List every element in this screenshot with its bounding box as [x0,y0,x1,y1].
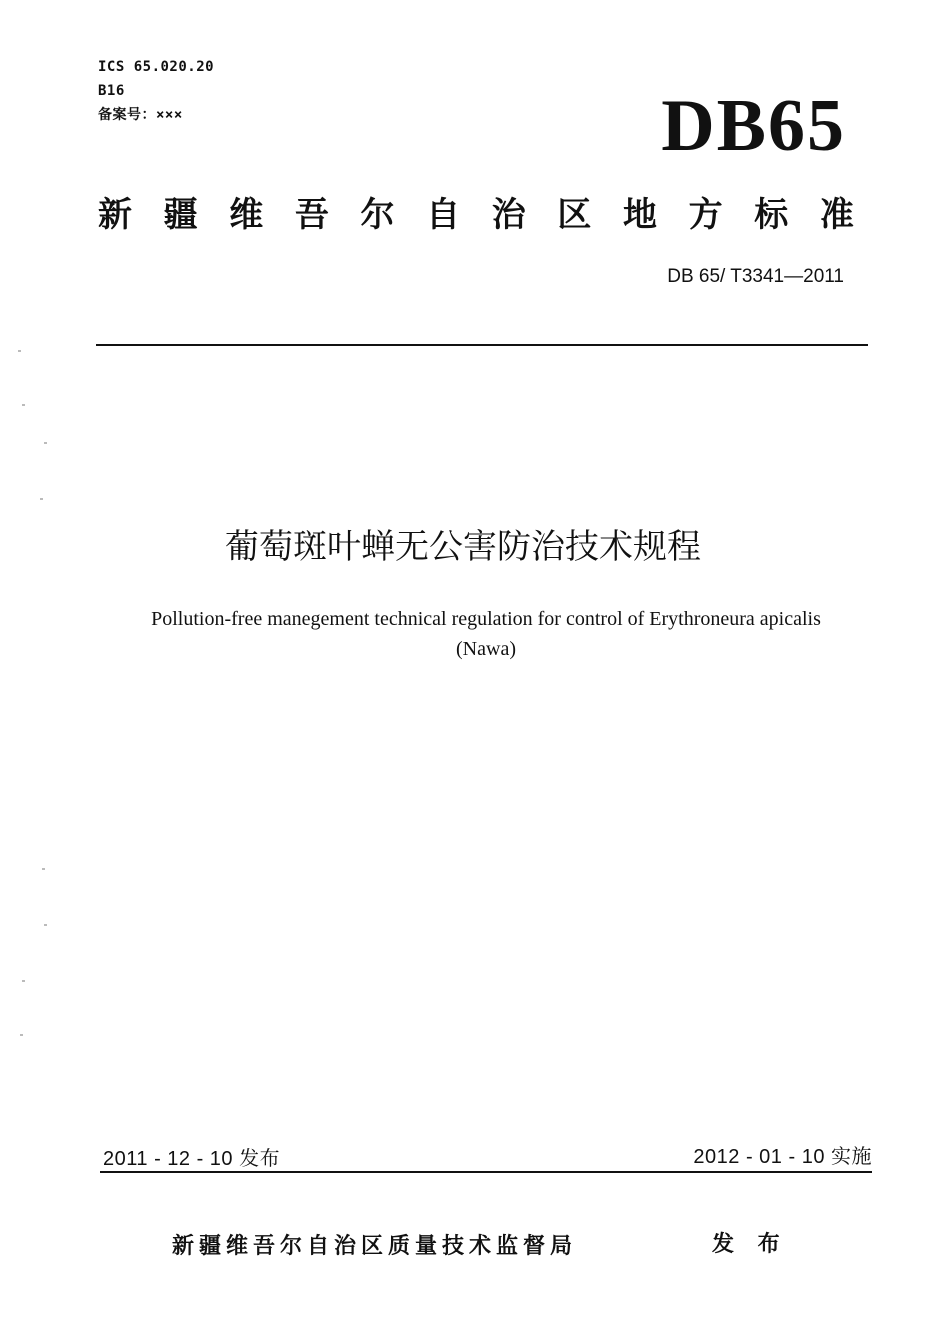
english-title-line1: Pollution-free manegement technical regulation for control of Erythroneura apicalis [151,608,821,630]
standard-type-char: 尔 [360,195,395,235]
publish-label: 发 布 [712,1232,788,1257]
standard-type-char: 疆 [163,195,198,235]
standard-type-char: 吾 [294,195,329,235]
standard-type-char: 地 [623,195,657,235]
scan-speck [44,924,47,926]
top-divider [96,344,868,346]
standard-type-char: 准 [819,195,854,235]
scan-speck [42,868,45,870]
bottom-divider [100,1171,872,1173]
scan-speck [40,498,43,500]
standard-type-char: 新 [98,195,132,235]
filing-number: 备案号：××× [98,107,183,123]
english-title-line2: (Nawa) [456,638,516,660]
english-title [70,604,902,664]
standard-type-char: 方 [688,195,723,235]
scan-speck [44,442,47,444]
scan-speck [18,350,21,352]
db65-logo: DB65 [661,85,846,167]
ccs-code: B16 [98,83,125,99]
standard-type-char: 治 [491,195,526,235]
issuing-authority: 新疆维吾尔自治区质量技术监督局 [172,1234,578,1259]
scan-speck [20,1034,23,1036]
standard-type-char: 区 [557,195,592,235]
scan-speck [22,980,25,982]
standard-type-heading [98,190,854,240]
standard-type-char: 标 [754,195,789,235]
effective-date: 2012 - 01 - 10 实施 [693,1146,872,1168]
standard-type-char: 自 [426,195,461,235]
issue-date: 2011 - 12 - 10 发布 [103,1148,281,1170]
standard-type-char: 维 [229,195,264,235]
chinese-title [0,522,950,572]
chinese-title-text: 葡萄斑叶蝉无公害防治技术规程 [225,527,701,567]
scan-speck [22,404,25,406]
standard-number: DB 65/ T3341—2011 [667,266,844,287]
ics-code: ICS 65.020.20 [98,59,215,75]
